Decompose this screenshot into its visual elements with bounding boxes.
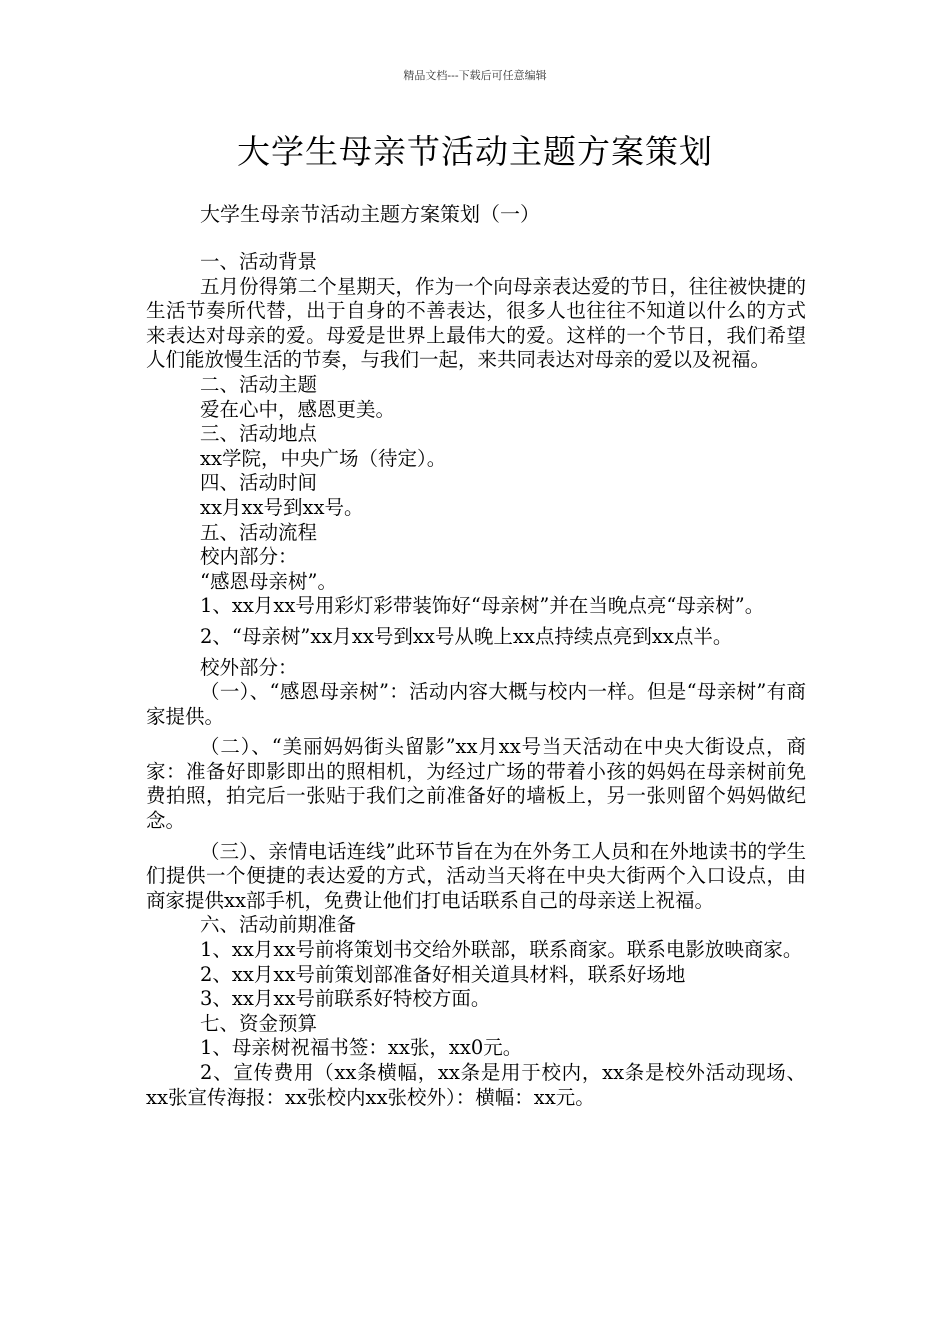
section-heading-location: 三、活动地点 bbox=[200, 422, 318, 446]
paragraph-time: xx月xx号到xx号。 bbox=[200, 495, 364, 519]
list-item-budget-2: 2、宣传费用（xx条横幅，xx条是用于校内，xx条是校外活动现场、xx张宣传海报：xx张校内xx张校外）：横幅：xx元。 bbox=[146, 1061, 806, 1109]
section-heading-time: 四、活动时间 bbox=[200, 471, 318, 495]
paragraph-location: xx学院，中央广场（待定）。 bbox=[200, 446, 447, 470]
list-item-offcampus-3: （三）、亲情电话连线”此环节旨在为在外务工人员和在外地读书的学生们提供一个便捷的表达爱的方式，活动当天将在中央大街两个入口设点，由商家提供xx部手机，免费让他们打电话联系自己的母亲送上祝福。 bbox=[146, 839, 806, 912]
section-heading-budget: 七、资金预算 bbox=[200, 1011, 318, 1035]
paragraph-oncampus-label: 校内部分： bbox=[200, 545, 298, 569]
list-item-offcampus-2: （二）、“美丽妈妈街头留影”xx月xx号当天活动在中央大街设点，商家：准备好即影即出的照相机，为经过广场的带着小孩的妈妈在母亲树前免费拍照，拍完后一张贴于我们之前准备好的墙板上，另一张则留个妈妈做纪念。 bbox=[146, 735, 806, 833]
section-heading-theme: 二、活动主题 bbox=[200, 372, 318, 396]
page-header: 精品文档---下载后可任意编辑 bbox=[403, 69, 547, 82]
document-subtitle: 大学生母亲节活动主题方案策划（一） bbox=[200, 202, 540, 226]
list-item-oncampus-1: 1、xx月xx号用彩灯彩带装饰好“母亲树”并在当晚点亮“母亲树”。 bbox=[200, 594, 765, 618]
section-heading-preparation: 六、活动前期准备 bbox=[200, 913, 357, 937]
section-heading-process: 五、活动流程 bbox=[200, 520, 318, 544]
list-item-prep-2: 2、xx月xx号前策划部准备好相关道具材料，联系好场地 bbox=[200, 962, 686, 986]
list-item-prep-3: 3、xx月xx号前联系好特校方面。 bbox=[200, 987, 491, 1011]
document-title: 大学生母亲节活动主题方案策划 bbox=[237, 132, 713, 171]
paragraph-thanks-tree: “感恩母亲树”。 bbox=[200, 569, 337, 593]
list-item-oncampus-2: 2、“母亲树”xx月xx号到xx号从晚上xx点持续点亮到xx点半。 bbox=[200, 624, 733, 648]
list-item-prep-1: 1、xx月xx号前将策划书交给外联部，联系商家。联系电影放映商家。 bbox=[200, 938, 803, 962]
document-body bbox=[146, 250, 806, 1110]
paragraph-theme: 爱在心中，感恩更美。 bbox=[200, 397, 396, 421]
paragraph-background: 五月份得第二个星期天，作为一个向母亲表达爱的节日，往往被快捷的生活节奏所代替，出于自身的不善表达，很多人也往往不知道以什么的方式来表达对母亲的爱。母爱是世界上最伟大的爱。这样的一个节日，我们希望人们能放慢生活的节奏，与我们一起，来共同表达对母亲的爱以及祝福。 bbox=[146, 274, 806, 372]
list-item-budget-1: 1、母亲树祝福书签：xx张，xx0元。 bbox=[200, 1036, 523, 1060]
paragraph-offcampus-label: 校外部分： bbox=[200, 655, 298, 679]
section-heading-background: 一、活动背景 bbox=[200, 250, 318, 273]
list-item-offcampus-1: （一）、“感恩母亲树”：活动内容大概与校内一样。但是“母亲树”有商家提供。 bbox=[146, 680, 806, 728]
